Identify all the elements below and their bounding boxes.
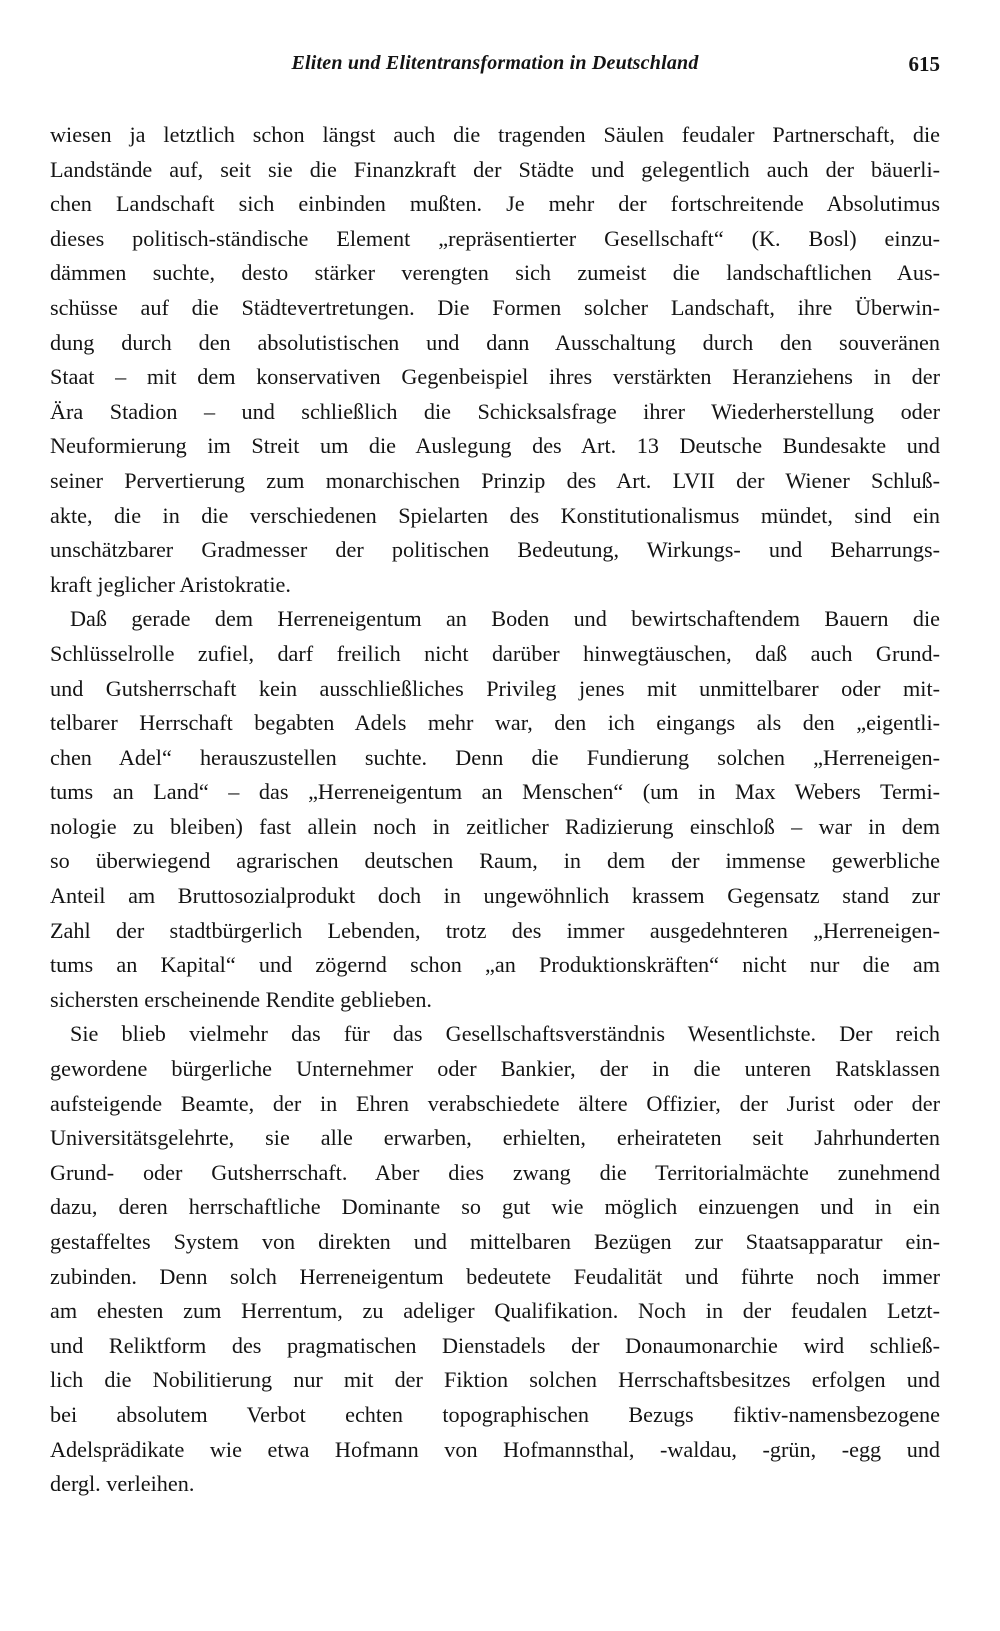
text-line: chen Adel“ herauszustellen suchte. Denn die Fundierung solchen „Herreneigen- bbox=[50, 744, 940, 770]
text-line: gestaffeltes System von direkten und mittelbaren Bezügen zur Staatsapparatur ein- bbox=[50, 1229, 940, 1254]
text-line: unschätzbarer Gradmesser der politischen Bedeutung, Wirkungs- und Beharrungs- bbox=[50, 537, 940, 563]
text-line: dämmen suchte, desto stärker verengten sich zumeist die landschaftlichen Aus- bbox=[50, 260, 940, 286]
body-text bbox=[50, 118, 940, 1502]
text-line: gewordene bürgerliche Unternehmer oder Bankier, der in die unteren Ratsklassen bbox=[50, 1056, 940, 1082]
text-line: Ära Stadion – und schließlich die Schicksalsfrage ihrer Wiederherstellung oder bbox=[50, 398, 940, 424]
text-line: bei absolutem Verbot echten topographischen Bezugs fiktiv-namensbezogene bbox=[50, 1401, 940, 1427]
text-line: dung durch den absolutistischen und dann Ausschaltung durch den souveränen bbox=[50, 329, 940, 355]
text-line: Adelsprädikate wie etwa Hofmann von Hofmannsthal, -waldau, -grün, -egg und bbox=[50, 1436, 940, 1462]
text-line: dazu, deren herrschaftliche Dominante so gut wie möglich einzuengen und in ein bbox=[50, 1194, 940, 1220]
paragraph bbox=[50, 1017, 940, 1501]
text-line: zubinden. Denn solch Herreneigentum bedeutete Feudalität und führte noch immer bbox=[50, 1263, 940, 1289]
text-line: kraft jeglicher Aristokratie. bbox=[50, 571, 291, 597]
text-line: Universitätsgelehrte, sie alle erwarben, erhielten, erheirateten seit Jahrhunderten bbox=[50, 1125, 940, 1151]
text-line: sichersten erscheinende Rendite geblieben. bbox=[50, 986, 432, 1012]
paragraph bbox=[50, 602, 940, 1017]
text-line: dieses politisch-ständische Element „repräsentierter Gesellschaft“ (K. Bosl) einzu- bbox=[50, 225, 940, 251]
text-line: so überwiegend agrarischen deutschen Raum, in dem der immense gewerbliche bbox=[50, 848, 940, 874]
text-line: Staat – mit dem konservativen Gegenbeispiel ihres verstärkten Heranziehens in der bbox=[50, 364, 940, 390]
text-line: Landstände auf, seit sie die Finanzkraft der Städte und gelegentlich auch der bäuerli- bbox=[50, 156, 940, 182]
text-line: telbarer Herrschaft begabten Adels mehr war, den ich eingangs als den „eigentli- bbox=[50, 710, 940, 736]
text-line: und Reliktform des pragmatischen Dienstadels der Donaumonarchie wird schließ- bbox=[50, 1332, 940, 1358]
text-line: lich die Nobilitierung nur mit der Fiktion solchen Herrschaftsbesitzes erfolgen und bbox=[50, 1367, 940, 1393]
text-line: tums an Land“ – das „Herreneigentum an Menschen“ (um in Max Webers Termi- bbox=[50, 779, 940, 805]
paragraph bbox=[50, 118, 940, 602]
text-line: tums an Kapital“ und zögernd schon „an Produktionskräften“ nicht nur die am bbox=[50, 952, 940, 978]
text-line: Sie blieb vielmehr das für das Gesellschaftsverständnis Wesentlichste. Der reich bbox=[70, 1021, 940, 1047]
text-line: Schlüsselrolle zufiel, darf freilich nicht darüber hinwegtäuschen, daß auch Grund- bbox=[50, 640, 940, 666]
text-line: nologie zu bleiben) fast allein noch in zeitlicher Radizierung einschloß – war in dem bbox=[50, 813, 940, 839]
text-line: dergl. verleihen. bbox=[50, 1471, 195, 1497]
page-number: 615 bbox=[908, 52, 940, 76]
text-line: am ehesten zum Herrentum, zu adeliger Qualifikation. Noch in der feudalen Letzt- bbox=[50, 1298, 940, 1324]
text-line: seiner Pervertierung zum monarchischen Prinzip des Art. LVII der Wiener Schluß- bbox=[50, 467, 940, 493]
running-title: Eliten und Elitentransformation in Deutschland bbox=[291, 52, 699, 74]
text-line: Neuformierung im Streit um die Auslegung des Art. 13 Deutsche Bundesakte und bbox=[50, 433, 940, 459]
text-line: Anteil am Bruttosozialprodukt doch in ungewöhnlich krassem Gegensatz stand zur bbox=[50, 883, 940, 909]
text-line: akte, die in die verschiedenen Spielarten des Konstitutionalismus mündet, sind ein bbox=[50, 502, 940, 528]
running-header bbox=[50, 52, 940, 86]
text-line: chen Landschaft sich einbinden mußten. Je mehr der fortschreitende Absolutimus bbox=[50, 191, 940, 217]
text-line: Zahl der stadtbürgerlich Lebenden, trotz des immer ausgedehnteren „Herreneigen- bbox=[50, 917, 940, 943]
text-line: und Gutsherrschaft kein ausschließliches Privileg jenes mit unmittelbarer oder mit- bbox=[50, 675, 940, 701]
text-line: wiesen ja letztlich schon längst auch die tragenden Säulen feudaler Partnerschaft, die bbox=[50, 122, 940, 147]
text-line: aufsteigende Beamte, der in Ehren verabschiedete ältere Offizier, der Jurist oder der bbox=[50, 1090, 940, 1116]
text-line: schüsse auf die Städtevertretungen. Die Formen solcher Landschaft, ihre Überwin- bbox=[50, 294, 940, 320]
text-line: Daß gerade dem Herreneigentum an Boden und bewirtschaftendem Bauern die bbox=[70, 606, 940, 632]
text-line: Grund- oder Gutsherrschaft. Aber dies zwang die Territorialmächte zunehmend bbox=[50, 1159, 940, 1185]
